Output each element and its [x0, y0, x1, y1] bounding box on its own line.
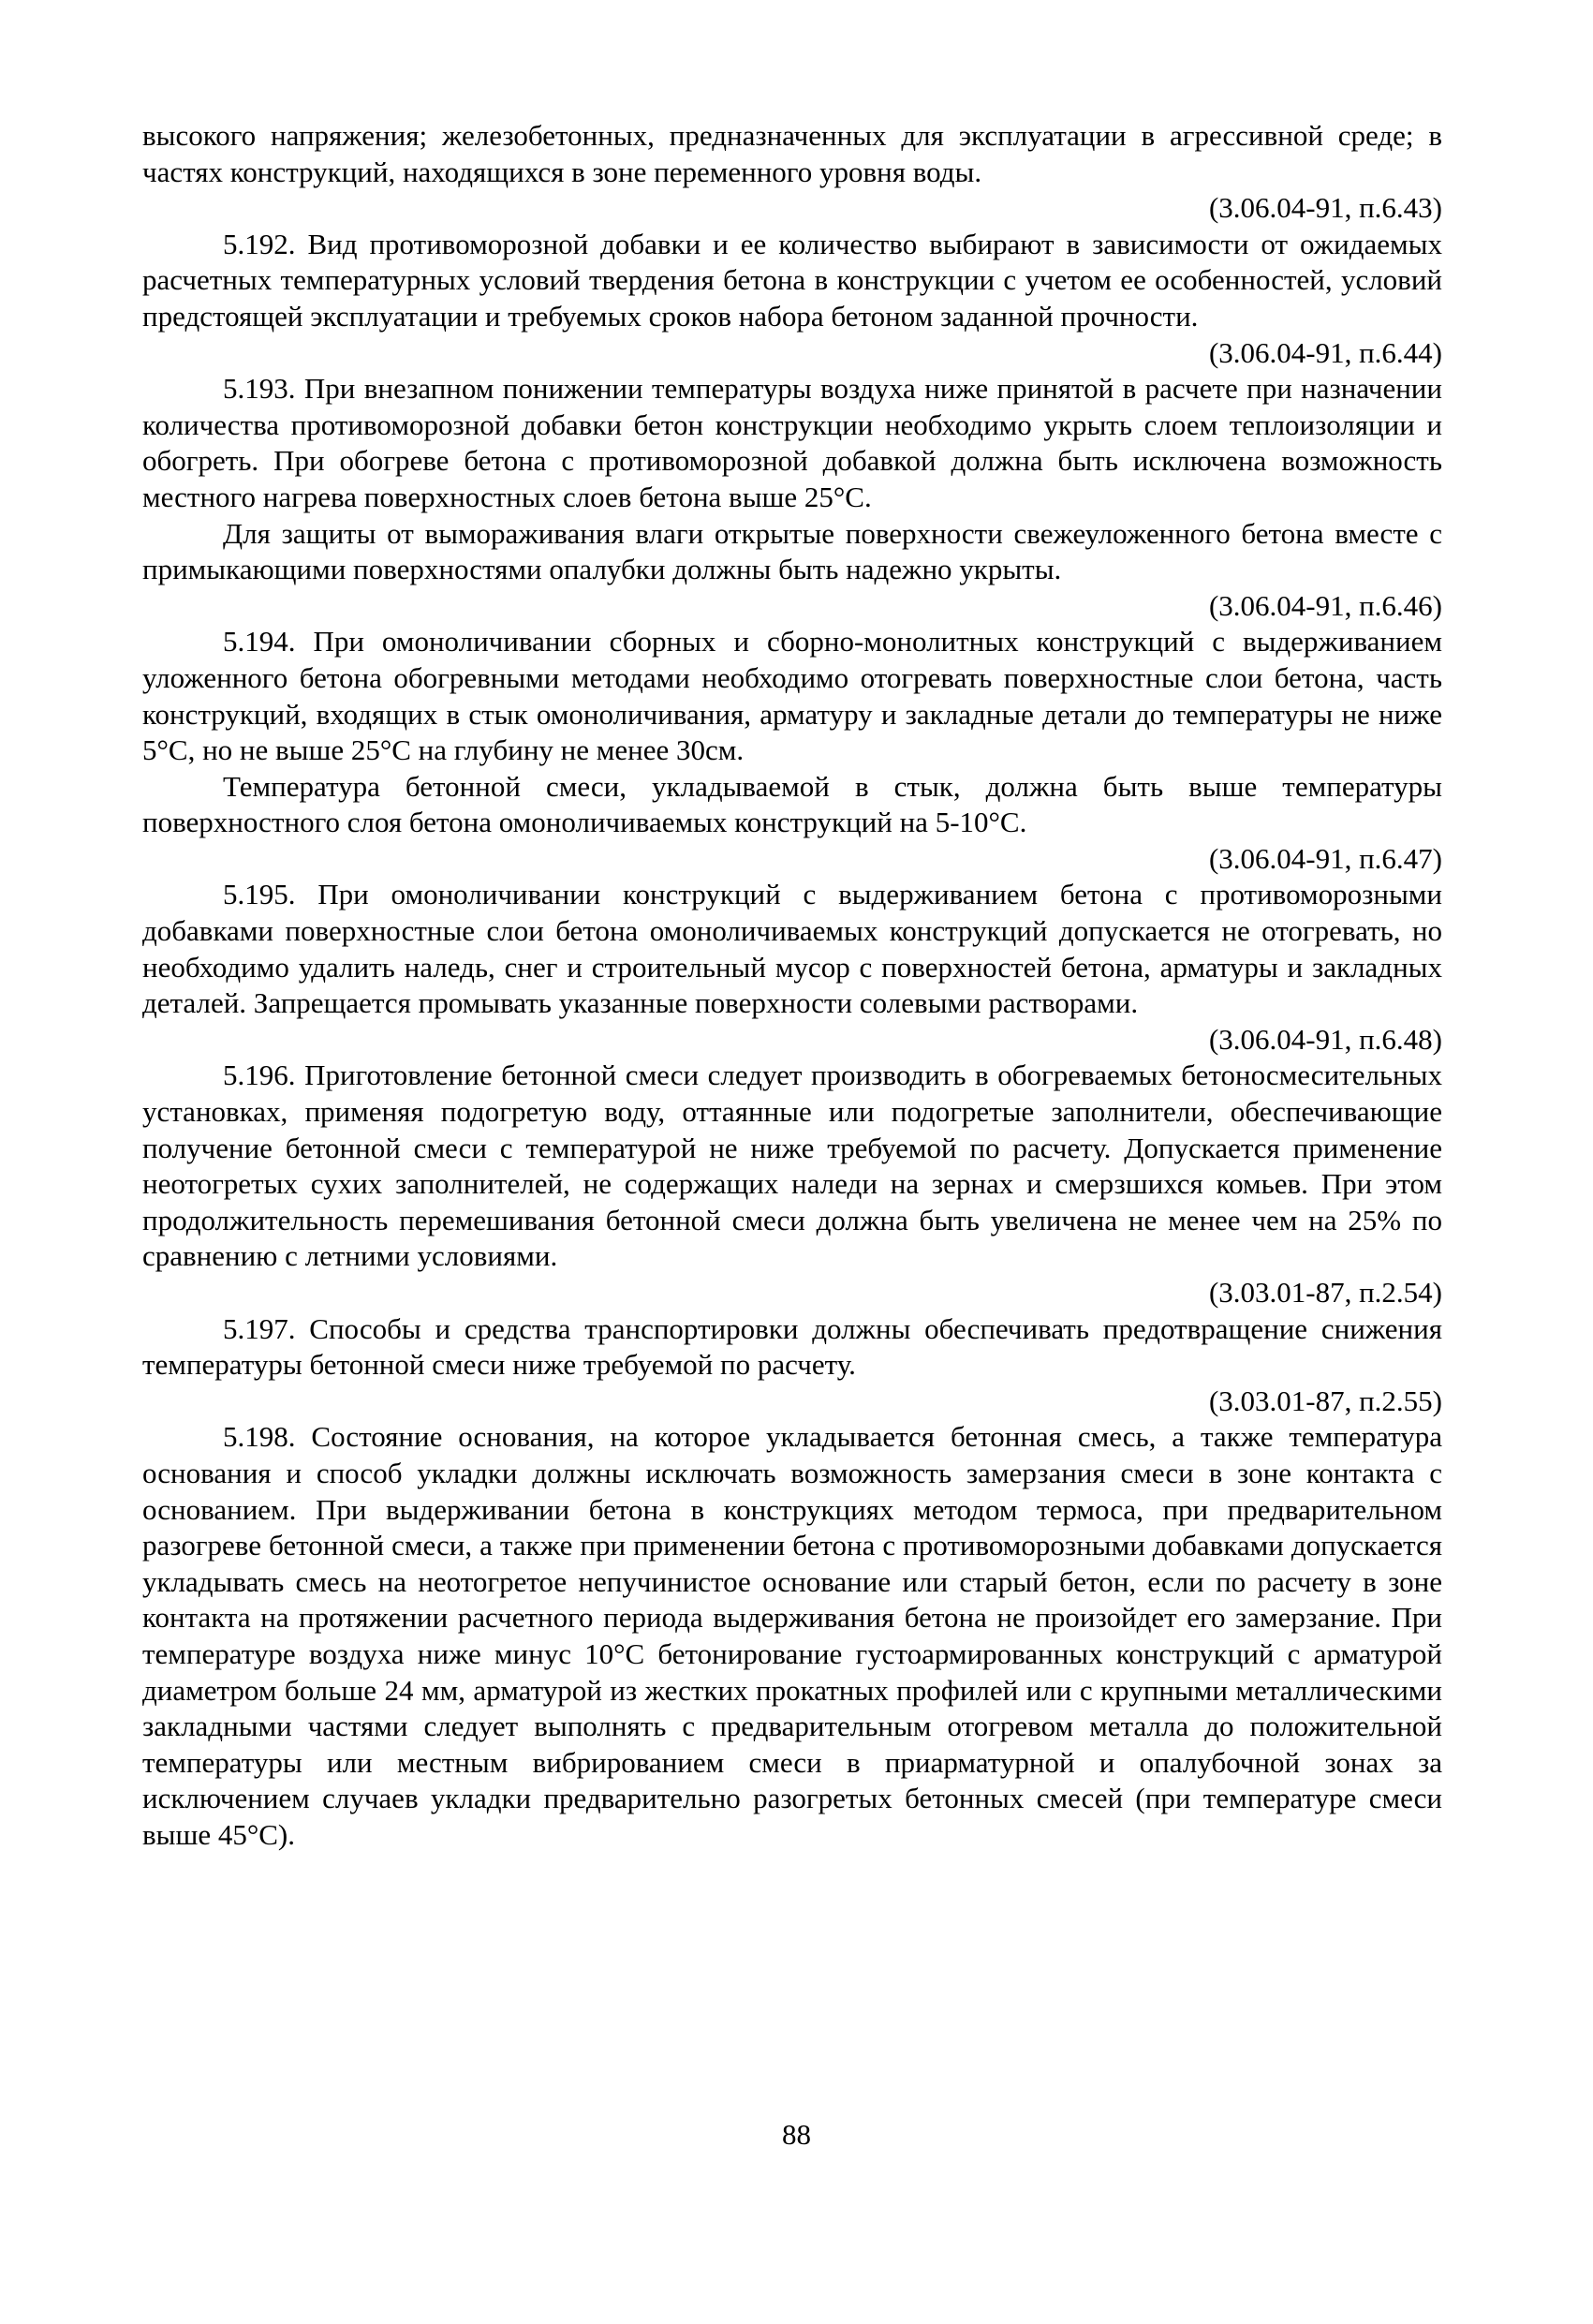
paragraph-5-194: 5.194. При омоноличивании сборных и сборно-монолитных конструкций с выдерживанием уложенного бетона обогревными методами необходимо отогревать поверхностные слои бетона, часть конструкций, входящих в стык омоноличивания, арматуру и закладные детали до температуры не ниже 5°С, но не выше 25°С на глубину не менее 30см.: [142, 625, 1442, 767]
paragraph-5-192: 5.192. Вид противоморозной добавки и ее количество выбирают в зависимости от ожидаемых расчетных температурных условий твердения бетона в конструкции с учетом ее особенностей, условий предстоящей эксплуатации и требуемых сроков набора бетоном заданной прочности.: [142, 227, 1442, 333]
reference-citation: (3.06.04-91, п.6.43): [1208, 191, 1442, 225]
reference-citation: (3.03.01-87, п.2.54): [1208, 1276, 1442, 1309]
reference-citation: (3.06.04-91, п.6.48): [1208, 1022, 1442, 1056]
paragraph-5-195: 5.195. При омоноличивании конструкций с выдерживанием бетона с противоморозными добавками поверхностные слои бетона омоноличиваемых конструкций допускается не отогревать, но необходимо удалить наледь, снег и строительный мусор с поверхностей бетона, арматуры и закладных деталей. Запрещается промывать указанные поверхности солевыми растворами.: [142, 878, 1442, 1020]
paragraph-continuation: высокого напряжения; железобетонных, предназначенных для эксплуатации в агрессивной среде; в частях конструкций, находящихся в зоне переменного уровня воды.: [142, 119, 1442, 188]
paragraph-5-194-continued: Температура бетонной смеси, укладываемой в стык, должна быть выше температуры поверхностного слоя бетона омоноличиваемых конструкций на 5-10°С.: [142, 769, 1442, 839]
page-body: [142, 118, 1442, 1854]
reference-citation: (3.06.04-91, п.6.46): [1208, 588, 1442, 622]
paragraph-5-197: 5.197. Способы и средства транспортировки должны обеспечивать предотвращение снижения температуры бетонной смеси ниже требуемой по расчету.: [142, 1311, 1442, 1382]
paragraph-5-193: 5.193. При внезапном понижении температуры воздуха ниже принятой в расчете при назначении количества противоморозной добавки бетон конструкции необходимо укрыть слоем теплоизоляции и обогреть. При обогреве бетона с противоморозной добавкой должна быть исключена возможность местного нагрева поверхностных слоев бетона выше 25°С.: [142, 372, 1442, 513]
paragraph-5-198: 5.198. Состояние основания, на которое укладывается бетонная смесь, а также температура основания и способ укладки должны исключать возможность замерзания смеси в зоне контакта с основанием. При выдерживании бетона в конструкциях методом термоса, при предварительном разогреве бетонной смеси, а также при применении бетона с противоморозными добавками допускается укладывать смесь на неотогретое непучинистое основание или старый бетон, если по расчету в зоне контакта на протяжении расчетного периода выдерживания бетона не произойдет его замерзание. При температуре воздуха ниже минус 10°С бетонирование густоармированных конструкций с арматурой диаметром больше 24 мм, арматурой из жестких прокатных профилей или с крупными металлическими закладными частями следует выполнять с предварительным отогревом металла до положительной температуры или местным вибрированием смеси в приарматурной и опалубочной зонах за исключением случаев укладки предварительно разогретых бетонных смесей (при температуре смеси выше 45°С).: [142, 1420, 1442, 1851]
page-number: 88: [782, 2118, 811, 2151]
reference-citation: (3.06.04-91, п.6.47): [1208, 841, 1442, 875]
paragraph-5-196: 5.196. Приготовление бетонной смеси следует производить в обогреваемых бетоносмесительных установках, применяя подогретую воду, оттаянные или подогретые заполнители, обеспечивающие получение бетонной смеси с температурой не ниже требуемой по расчету. Допускается применение неотогретых сухих заполнителей, не содержащих наледи на зернах и смерзшихся комьев. При этом продолжительность перемешивания бетонной смеси должна быть увеличена не менее чем на 25% по сравнению с летними условиями.: [142, 1058, 1442, 1273]
reference-citation: (3.06.04-91, п.6.44): [1208, 335, 1442, 369]
reference-citation: (3.03.01-87, п.2.55): [1208, 1384, 1442, 1417]
paragraph-5-193-continued: Для защиты от вымораживания влаги открытые поверхности свежеуложенного бетона вместе с примыкающими поверхностями опалубки должны быть надежно укрыты.: [142, 516, 1442, 586]
